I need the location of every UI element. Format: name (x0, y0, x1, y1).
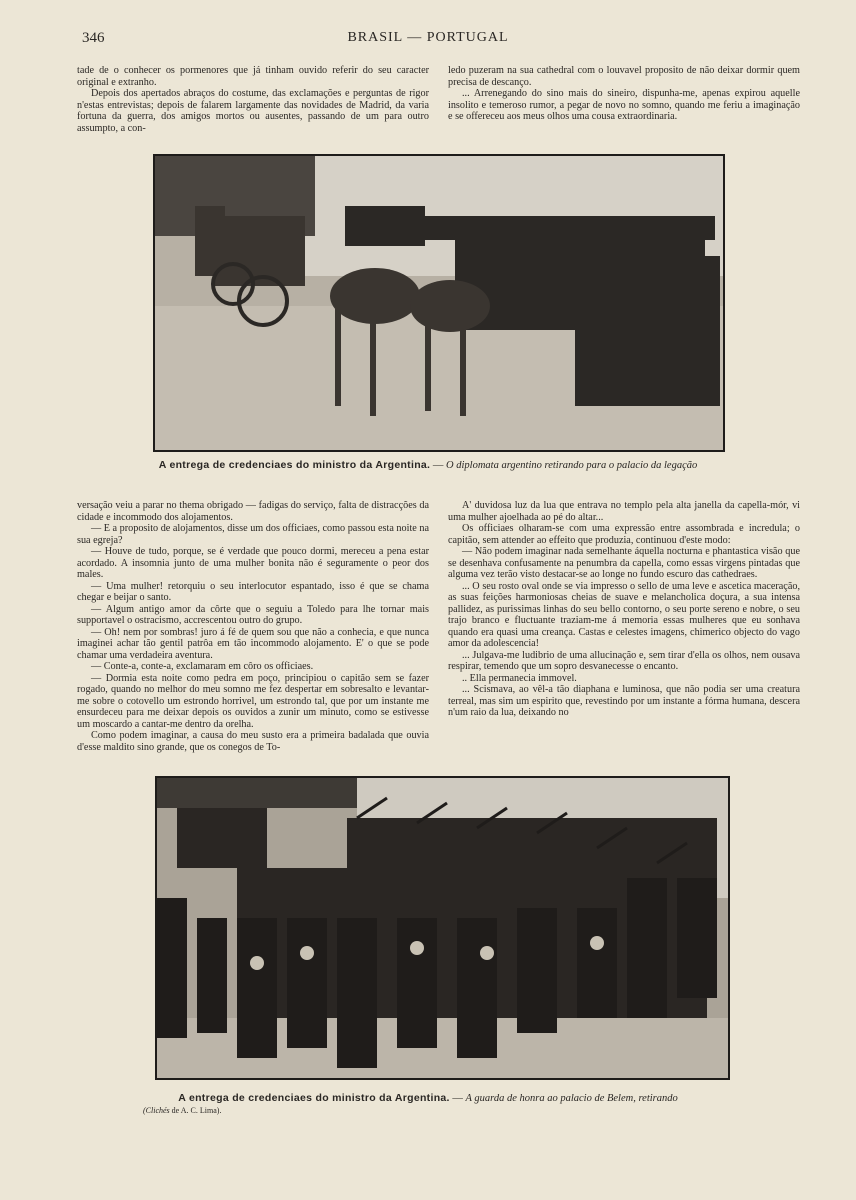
text-column-top-right (448, 65, 800, 123)
caption-dash: — (452, 1093, 463, 1104)
paragraph: Depois dos apertados abraços do costume, das exclamações e perguntas de rigor n'estas entrevistas; depois de falarem largamente das novidades de Madrid, da varia fortuna da guerra, dos amigos mortos ou ausentes, passando de um para outro assumpto, a con- (77, 88, 429, 134)
photo-caption-1 (0, 459, 856, 471)
credit-prefix: (Clichés (143, 1106, 170, 1115)
paragraph: Como podem imaginar, a causa do meu susto era a primeira badalada que ouvia d'esse maldito sino grande, que os conegos de To- (77, 730, 429, 753)
paragraph: — Uma mulher! retorquiu o seu interlocutor espantado, isso é que se chama chegar e beijar o santo. (77, 580, 429, 603)
running-title: BRASIL — PORTUGAL (347, 30, 509, 45)
photo-guard-of-honour (155, 776, 730, 1080)
paragraph: .. Ella permanecia immovel. (462, 672, 577, 684)
text-column-mid-left (77, 500, 429, 753)
photo-caption-2 (0, 1092, 856, 1104)
text-column-mid-right (448, 500, 800, 719)
paragraph: tade de o conhecer os pormenores que já tinham ouvido referir do seu caracter original e extranho. (77, 65, 429, 88)
paragraph: — Houve de tudo, porque, se é verdade que pouco dormi, mereceu a pena estar acordado. A insomnia junto de uma mulher bonita não é seguramente o peor dos males. (77, 546, 429, 580)
paragraph: — Oh! nem por sombras! juro á fé de quem sou que não a conhecia, e que nunca imaginei achar tão gentil patrôa em tão incommodo alojamento. E' o que se pode chamar uma verdadeira aventura. (77, 626, 429, 661)
paragraph: — Algum antigo amor da côrte que o seguiu a Toledo para lhe tornar mais supportavel o ostracismo, accrescentou outro do grupo. (77, 603, 429, 626)
paragraph: ... Arrenegando do sino mais do sineiro, dispunha-me, apenas expirou aquelle insolito e temeroso rumor, a pegar de novo no somno, quando me feriu a imaginação e se offereceu aos meus olhos uma cousa extraordinaria. (448, 88, 800, 122)
photo-credit (143, 1106, 221, 1115)
paragraph: versação veiu a parar no thema obrigado — fadigas do serviço, falta de distracções da cidade e incommodo dos alojamentos. (77, 500, 429, 523)
caption-dash: — (432, 460, 444, 471)
caption-title: A entrega de credenciaes do ministro da Argentina. (158, 459, 431, 471)
text-column-top-left (77, 65, 429, 134)
paragraph: — Não podem imaginar nada semelhante áquella nocturna e phantastica visão que se desenhava confusamente na penumbra da capella, como essas virgens pintadas que alguma vez terão visto destacar-se ao longe no fundo escuro das cathedraes. (448, 546, 800, 580)
paragraph: A' duvidosa luz da lua que entrava no templo pela alta janella da capella-mór, vi uma mulher ajoelhada ao pé do altar... (448, 500, 800, 523)
paragraph: ... O seu rosto oval onde se via impresso o sello de uma leve e ascetica maceração, as suas feições harmoniosas cheias de suave e melancholica doçura, a sua intensa pallidez, as purissimas linhas do seu bello contorno, o seu porte sereno e nobre, o seu trajo branco e fluctuante traziam-me á memoria essas mulheres que eu sonhava quando era quasi uma creança. Castas e celestes imagens, chimerico objecto do vago amor da adolescencia! (448, 580, 800, 649)
caption-description: A guarda de honra ao palacio de Belem, retirando (465, 1093, 678, 1104)
credit-text: de A. C. Lima). (171, 1106, 222, 1115)
photo-diplomat-carriage (153, 154, 725, 452)
caption-title: A entrega de credenciaes do ministro da Argentina. (178, 1092, 450, 1104)
page-number: 346 (82, 30, 105, 46)
paragraph: — E a proposito de alojamentos, disse um dos officiaes, como passou esta noite na sua egreja? (77, 523, 429, 546)
paragraph: ... Scismava, ao vêl-a tão diaphana e luminosa, que não podia ser uma creatura terreal, mas sim um espirito que, revestindo por um instante a fórma humana, descera n'um raio da lua, deixando no (448, 684, 800, 718)
paragraph: ledo puzeram na sua cathedral com o louvavel proposito de não deixar dormir quem precisa de descanço. (448, 65, 800, 88)
paragraph: — Conte-a, conte-a, exclamaram em côro os officiaes. (91, 661, 314, 672)
paragraph: — Dormia esta noite como pedra em poço, principiou o capitão sem se fazer rogado, quando no melhor do meu somno me fez despertar em sobresalto e levantar-me sobre o cotovello um estrondo horrivel, um estrondo tal, que por um instante me ensurdeceu para me deixar depois os ouvidos a zunir um minuto, como se estivesse um moscardo a cantar-me dentro da orelha. (77, 672, 429, 730)
caption-description: O diplomata argentino retirando para o palacio da legação (446, 460, 698, 471)
paragraph: Os officiaes olharam-se com uma expressão entre assombrada e incredula; o capitão, sem attender ao effeito que produzia, continuou d'este modo: (448, 523, 800, 546)
paragraph: ... Julgava-me ludibrio de uma allucinação e, sem tirar d'ella os olhos, nem ousava respirar, temendo que um sopro desvanecesse o encanto. (448, 649, 800, 672)
